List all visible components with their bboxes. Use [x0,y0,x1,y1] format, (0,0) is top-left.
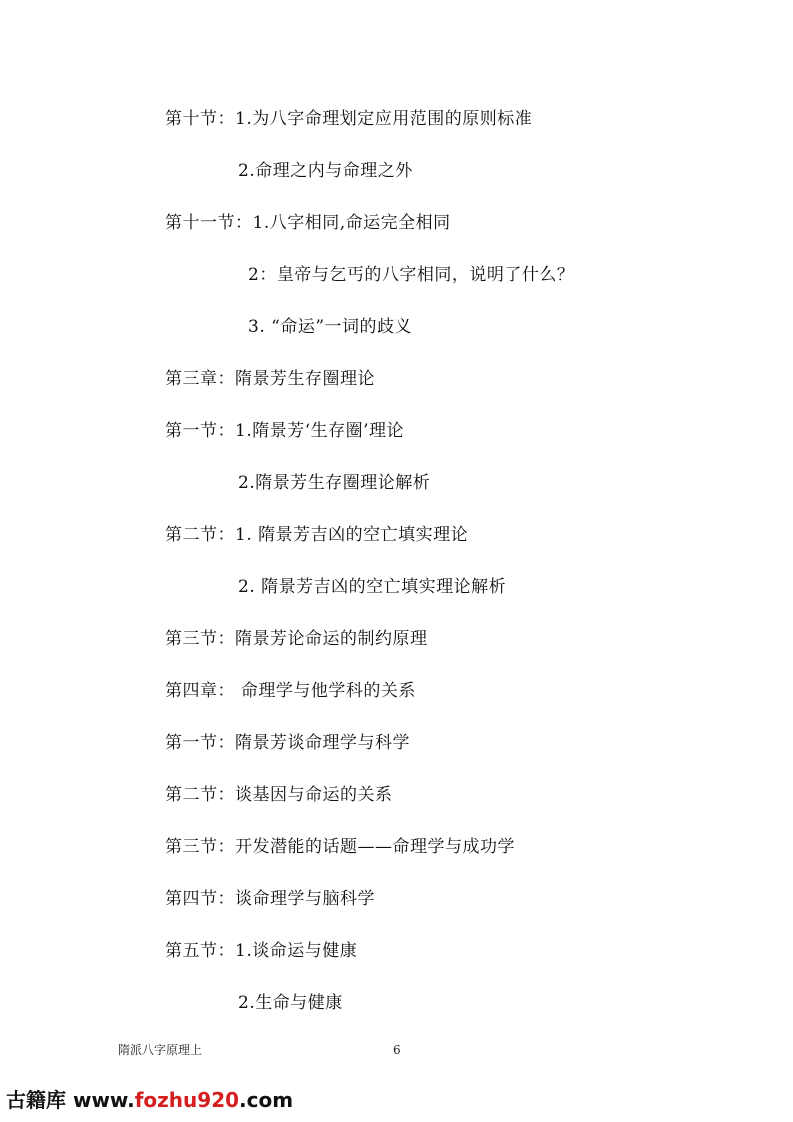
toc-line-ch2-s10-2: 2.命理之内与命理之外 [238,161,413,181]
toc-line-ch4-s5-2: 2.生命与健康 [238,993,343,1013]
watermark-site-name: 古籍库 [6,1088,66,1112]
site-watermark [6,1087,293,1113]
toc-line-chapter-4: 第四章： 命理学与他学科的关系 [165,681,416,701]
page-number: 6 [393,1043,401,1057]
toc-line-ch4-s1: 第一节：隋景芳谈命理学与科学 [165,733,410,753]
toc-line-ch3-s3: 第三节：隋景芳论命运的制约原理 [165,629,428,649]
toc-line-ch4-s4: 第四节：谈命理学与脑科学 [165,889,375,909]
watermark-url-highlight: fozhu920 [134,1088,240,1112]
toc-line-ch2-s11-3: 3. “命运”一词的歧义 [248,317,413,337]
toc-line-chapter-3: 第三章：隋景芳生存圈理论 [165,369,375,389]
toc-line-ch2-s11-2: 2：皇帝与乞丐的八字相同，说明了什么？ [248,265,575,285]
toc-line-ch2-s10-1: 第十节：1.为八字命理划定应用范围的原则标准 [165,109,533,129]
footer-title: 隋派八字原理上 [118,1043,203,1057]
toc-line-ch4-s2: 第二节：谈基因与命运的关系 [165,785,393,805]
toc-line-ch3-s2-2: 2. 隋景芳吉凶的空亡填实理论解析 [238,577,507,597]
watermark-url-suffix: .com [239,1088,294,1112]
toc-line-ch4-s3: 第三节：开发潜能的话题——命理学与成功学 [165,837,515,857]
toc-line-ch3-s2-1: 第二节：1. 隋景芳吉凶的空亡填实理论 [165,525,469,545]
toc-line-ch3-s1-1: 第一节：1.隋景芳‘生存圈’理论 [165,421,405,441]
toc-line-ch4-s5-1: 第五节：1.谈命运与健康 [165,941,358,961]
toc-line-ch3-s1-2: 2.隋景芳生存圈理论解析 [238,473,431,493]
toc-line-ch2-s11-1: 第十一节：1.八字相同,命运完全相同 [165,213,451,233]
watermark-url-prefix: www. [72,1088,135,1112]
